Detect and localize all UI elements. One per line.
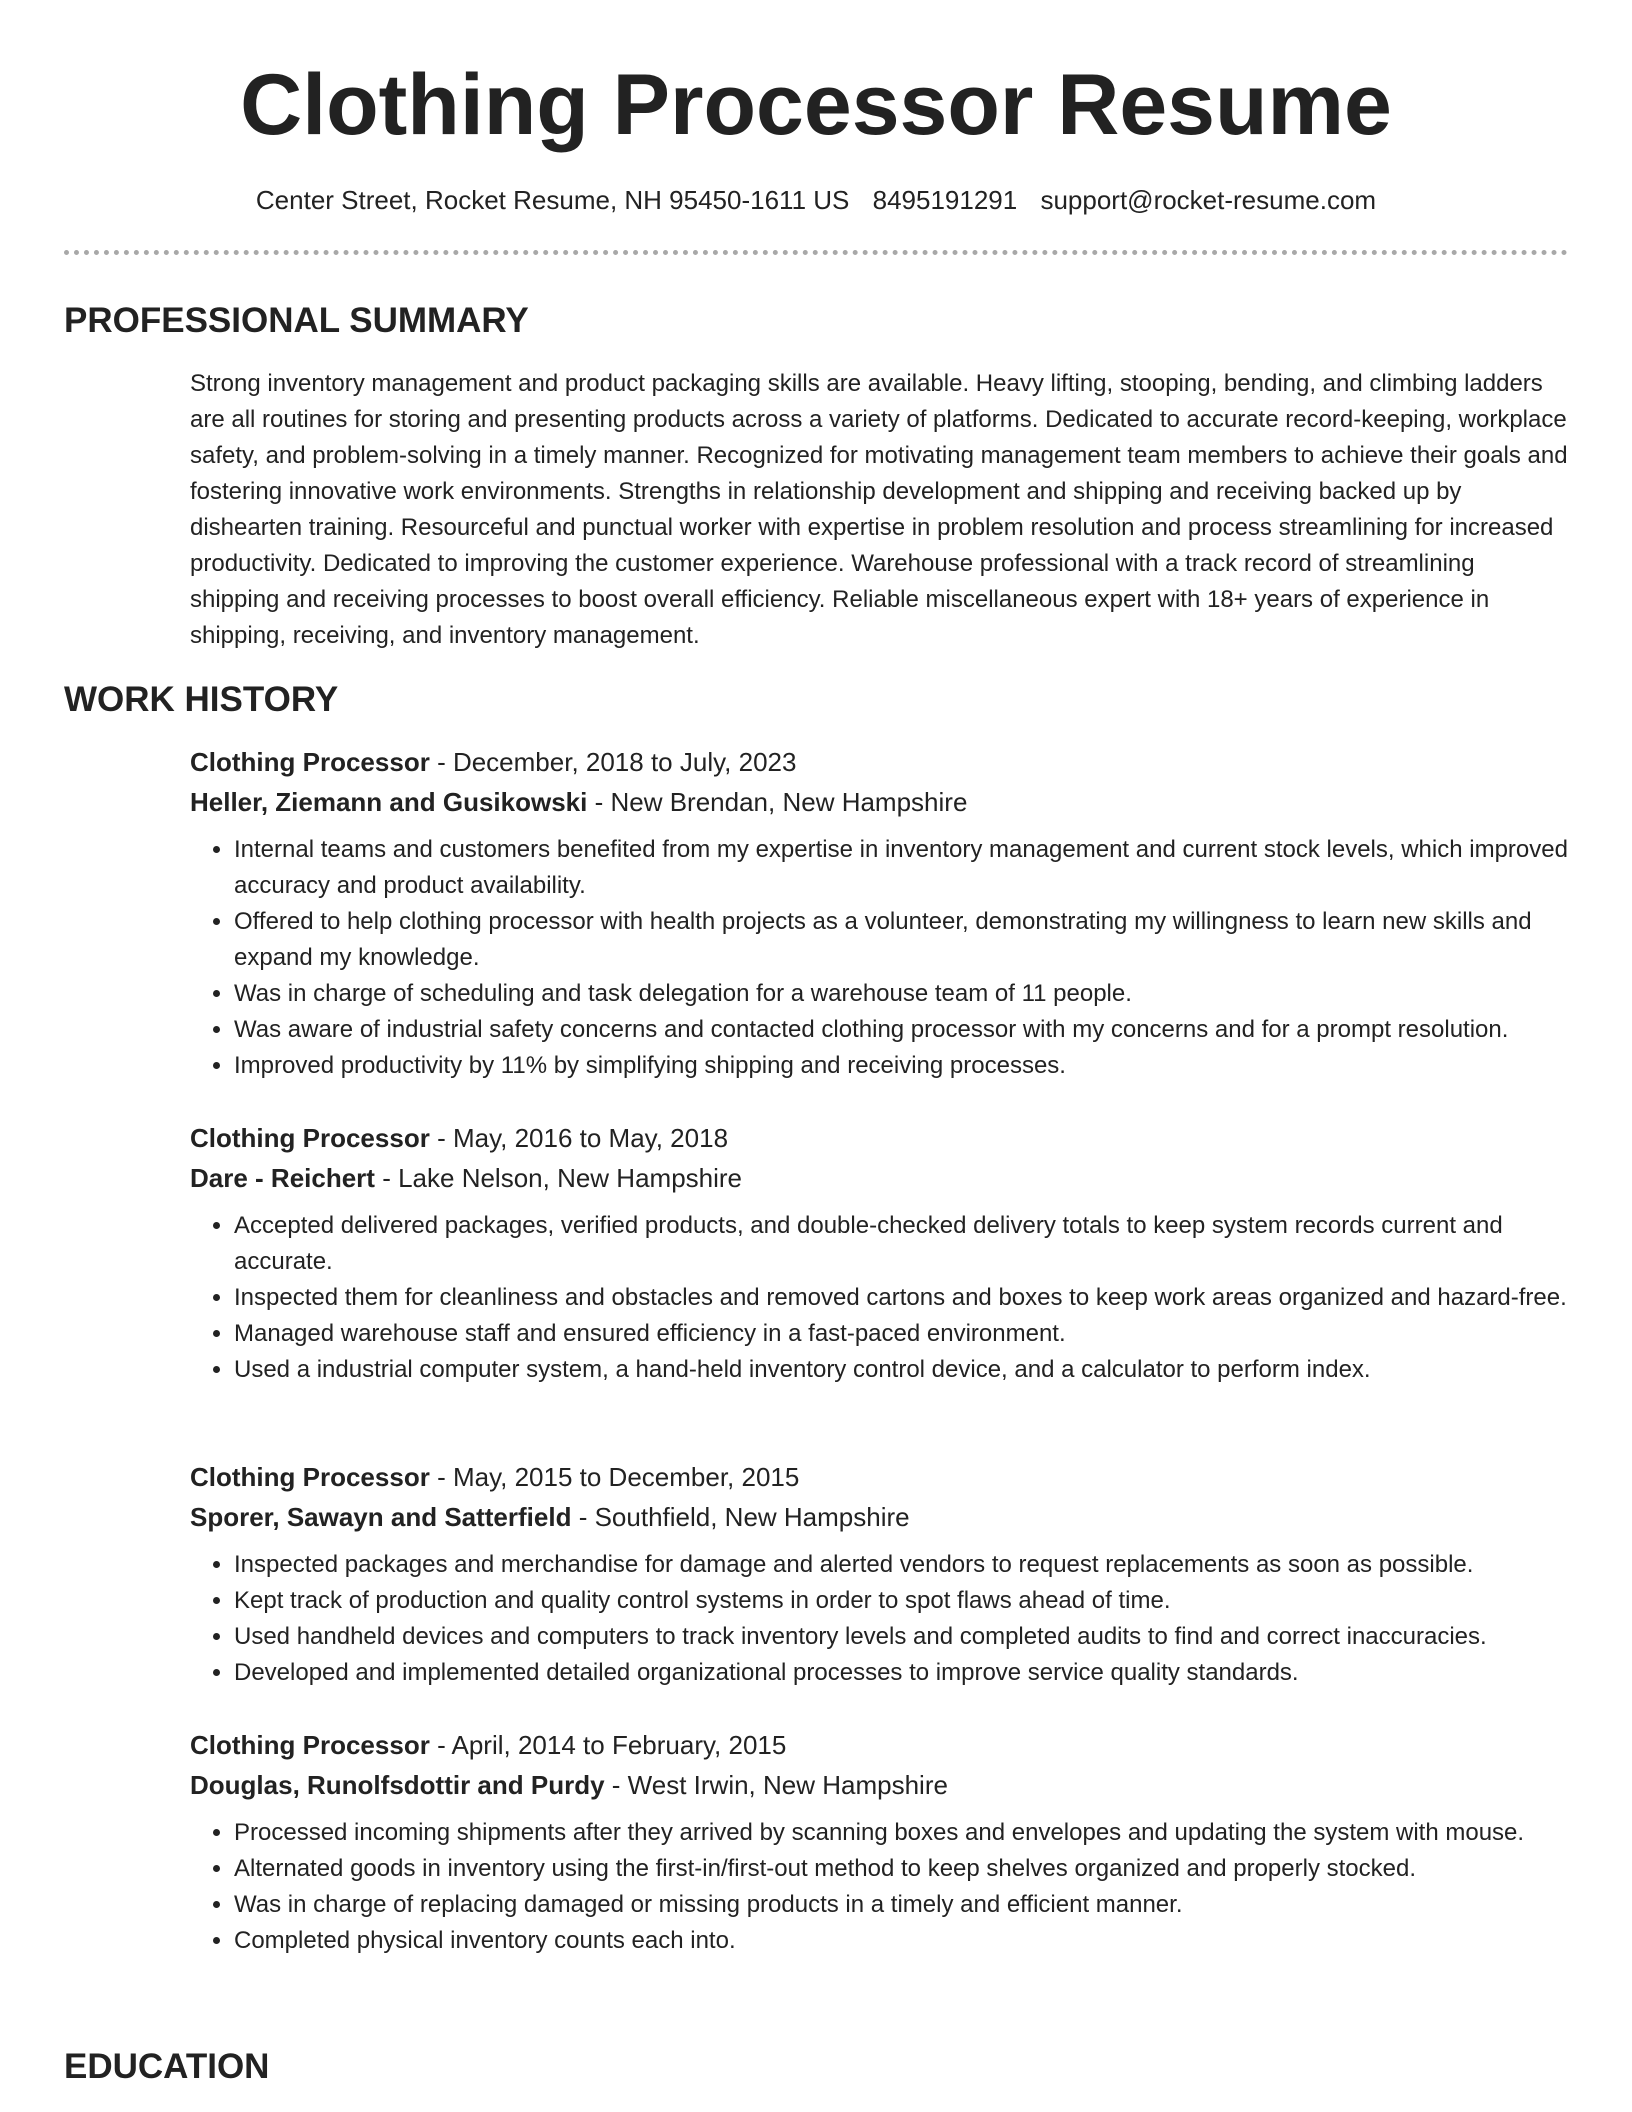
section-title-summary: PROFESSIONAL SUMMARY xyxy=(64,301,529,340)
list-item: • Processed incoming shipments after they arrived by scanning boxes and envelopes and updating the system with mouse. xyxy=(234,1815,1580,1851)
header-divider xyxy=(64,250,1568,255)
list-item: • Inspected them for cleanliness and obstacles and removed cartons and boxes to keep work areas organized and hazard-free. xyxy=(234,1280,1580,1316)
list-item: • Offered to help clothing processor with health projects as a volunteer, demonstrating my willingness to learn new skills and expand my knowledge. xyxy=(234,904,1580,976)
list-item: • Internal teams and customers benefited from my expertise in inventory management and current stock levels, which improved accuracy and product availability. xyxy=(234,832,1580,904)
job-bullets xyxy=(190,1208,1580,1388)
list-item: • Kept track of production and quality control systems in order to spot flaws ahead of time. xyxy=(234,1583,1580,1619)
job-bullets xyxy=(190,1815,1580,1959)
job-role: Clothing Processor xyxy=(190,747,430,777)
job-location: - New Brendan, New Hampshire xyxy=(594,787,968,817)
job-entry xyxy=(190,1118,1580,1388)
address: Center Street, Rocket Resume, NH 95450-1611 US xyxy=(255,185,850,215)
job-company-line xyxy=(190,1765,1580,1805)
job-dates: - April, 2014 to February, 2015 xyxy=(437,1730,787,1760)
list-item: • Alternated goods in inventory using the first-in/first-out method to keep shelves organized and properly stocked. xyxy=(234,1851,1580,1887)
list-item: • Improved productivity by 11% by simplifying shipping and receiving processes. xyxy=(234,1048,1580,1084)
list-item: • Managed warehouse staff and ensured efficiency in a fast-paced environment. xyxy=(234,1316,1580,1352)
list-item: • Developed and implemented detailed organizational processes to improve service quality standards. xyxy=(234,1655,1580,1691)
list-item: • Accepted delivered packages, verified products, and double-checked delivery totals to keep system records current and accurate. xyxy=(234,1208,1580,1280)
job-location: - Southfield, New Hampshire xyxy=(578,1502,910,1532)
job-company: Douglas, Runolfsdottir and Purdy xyxy=(190,1770,605,1800)
job-company: Sporer, Sawayn and Satterfield xyxy=(190,1502,572,1532)
job-entry xyxy=(190,1457,1580,1691)
job-role-line xyxy=(190,1118,1580,1158)
job-role: Clothing Processor xyxy=(190,1730,430,1760)
job-entry xyxy=(190,742,1580,1084)
list-item: • Inspected packages and merchandise for damage and alerted vendors to request replacements as soon as possible. xyxy=(234,1547,1580,1583)
job-bullets xyxy=(190,1547,1580,1691)
phone: 8495191291 xyxy=(872,185,1018,215)
job-location: - West Irwin, New Hampshire xyxy=(611,1770,948,1800)
job-role-line xyxy=(190,742,1580,782)
resume-title: Clothing Processor Resume xyxy=(240,57,1392,153)
job-company-line xyxy=(190,782,1580,822)
job-company-line xyxy=(190,1158,1580,1198)
job-dates: - May, 2015 to December, 2015 xyxy=(437,1462,800,1492)
list-item: • Completed physical inventory counts each into. xyxy=(234,1923,1580,1959)
summary-text: Strong inventory management and product packaging skills are available. Heavy lifting, stooping, bending, and climbing ladders are all routines for storing and presenting products across a variety of platforms. Dedicated to accurate record-keeping, workplace safety, and problem-solving in a timely manner. Recognized for motivating management team members to achieve their goals and fostering innovative work environments. Strengths in relationship development and shipping and receiving backed up by dishearten training. Resourceful and punctual worker with expertise in problem resolution and process streamlining for increased productivity. Dedicated to improving the customer experience. Warehouse professional with a track record of streamlining shipping and receiving processes to boost overall efficiency. Reliable miscellaneous expert with 18+ years of experience in shipping, receiving, and inventory management. xyxy=(190,370,1568,649)
section-title-work-history: WORK HISTORY xyxy=(64,680,339,719)
list-item: • Was aware of industrial safety concerns and contacted clothing processor with my concerns and for a prompt resolution. xyxy=(234,1012,1580,1048)
job-company: Heller, Ziemann and Gusikowski xyxy=(190,787,588,817)
job-entry xyxy=(190,1725,1580,1959)
job-company: Dare - Reichert xyxy=(190,1163,375,1193)
job-role-line xyxy=(190,1457,1580,1497)
email: support@rocket-resume.com xyxy=(1040,185,1377,215)
contact-line xyxy=(0,183,1632,217)
job-role: Clothing Processor xyxy=(190,1462,430,1492)
list-item: • Used handheld devices and computers to track inventory levels and completed audits to find and correct inaccuracies. xyxy=(234,1619,1580,1655)
job-role-line xyxy=(190,1725,1580,1765)
job-location: - Lake Nelson, New Hampshire xyxy=(382,1163,743,1193)
job-dates: - December, 2018 to July, 2023 xyxy=(437,747,797,777)
job-company-line xyxy=(190,1497,1580,1537)
list-item: • Was in charge of replacing damaged or missing products in a timely and efficient manner. xyxy=(234,1887,1580,1923)
job-bullets xyxy=(190,832,1580,1084)
section-title-education: EDUCATION xyxy=(64,2047,270,2086)
job-dates: - May, 2016 to May, 2018 xyxy=(437,1123,729,1153)
job-role: Clothing Processor xyxy=(190,1123,430,1153)
list-item: • Was in charge of scheduling and task delegation for a warehouse team of 11 people. xyxy=(234,976,1580,1012)
list-item: • Used a industrial computer system, a hand-held inventory control device, and a calculator to perform index. xyxy=(234,1352,1580,1388)
